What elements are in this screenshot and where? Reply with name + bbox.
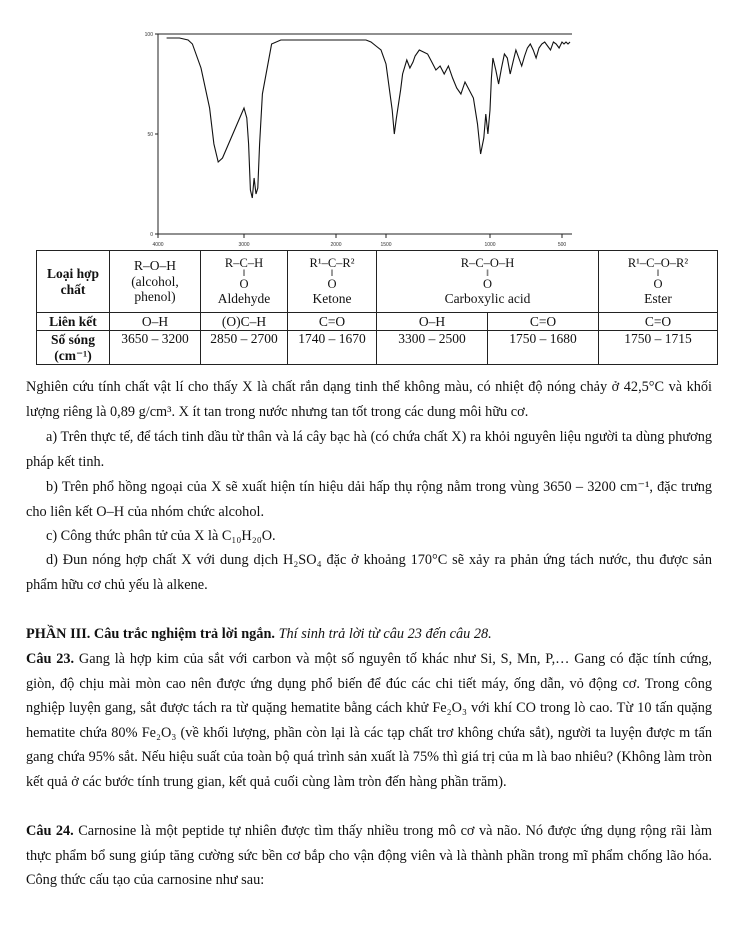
ester-cell: R¹–C–O–R² ‖ O Ester: [599, 251, 718, 313]
bond-cell: C=O: [288, 313, 377, 331]
aldehyde-oxygen: O: [239, 277, 249, 292]
wavenumber-label: Số sóng: [51, 331, 95, 347]
question-24-body: Carnosine là một peptide tự nhiên được tìm thấy nhiều trong mô cơ và não. Nó được ứng dụng rộng rãi làm thực phẩm bổ sung giúp tăng cường sức bền cơ bắp cho vận động viên và là thành phần trong mĩ phẩm chống lão hóa. Công thức cấu tạo của carnosine như sau:: [26, 823, 712, 888]
ir-absorption-table: [36, 250, 718, 365]
bond-cell: (O)C–H: [201, 313, 288, 331]
header-label: Loại hợp chất: [46, 265, 100, 297]
acid-name: Carboxylic acid: [444, 290, 531, 306]
carboxylic-acid-cell: R–C–O–H ‖ O Carboxylic acid: [377, 251, 599, 313]
ketone-oxygen: O: [327, 277, 337, 292]
acid-structure: R–C–O–H: [460, 255, 515, 270]
question-23-label: Câu 23.: [26, 651, 75, 667]
ketone-name: Ketone: [312, 290, 352, 306]
x-tick-label: 1500: [380, 242, 392, 248]
ester-structure: R¹–C–O–R²: [627, 255, 689, 270]
y-tick-label: 100: [144, 32, 153, 38]
ketone-cell: R¹–C–R² ‖ O Ketone: [288, 251, 377, 313]
compound-type-header: [37, 251, 110, 313]
ketone-structure: R¹–C–R²: [309, 255, 355, 270]
bond-cell: O–H: [110, 313, 201, 331]
wavenumber-unit: (cm⁻¹): [54, 347, 92, 363]
ir-spectrum-chart: [140, 28, 580, 248]
question-24-label: Câu 24.: [26, 823, 74, 839]
axis-frame: [158, 34, 572, 234]
wavenumber-cell: 1740 – 1670: [288, 331, 377, 365]
question-24: [26, 819, 712, 893]
ester-oxygen: O: [653, 277, 663, 292]
bond-cell: O–H: [377, 313, 488, 331]
x-tick-label: 500: [557, 242, 567, 248]
wavenumber-cell: 1750 – 1715: [599, 331, 718, 365]
y-tick-label: 50: [147, 132, 153, 138]
wavenumber-cell: 2850 – 2700: [201, 331, 288, 365]
ester-name: Ester: [644, 290, 672, 306]
statement-c: c) Công thức phân tử của X là C₁₀H₂₀O.: [46, 528, 276, 544]
bond-label: Liên kết: [37, 313, 110, 331]
part3-title: PHẦN III. Câu trắc nghiệm trả lời ngắn.: [26, 626, 275, 642]
wavenumber-cell: 3650 – 3200: [110, 331, 201, 365]
y-tick-label: 0: [150, 232, 153, 238]
spectrum-line: [167, 38, 570, 198]
chart-ticks: [145, 32, 567, 248]
alcohol-name: (alcohol, phenol): [131, 273, 179, 305]
bond-row: [37, 313, 718, 331]
x-tick-label: 2000: [330, 242, 342, 248]
aldehyde-name: Aldehyde: [217, 290, 271, 306]
chart-axes: [158, 34, 572, 234]
wavenumber-cell: 1750 – 1680: [488, 331, 599, 365]
question-23: [26, 647, 712, 794]
wavenumber-label-cell: [37, 331, 110, 365]
statement-b: b) Trên phổ hồng ngoại của X sẽ xuất hiện tín hiệu dải hấp thụ rộng nằm trong vùng 3650 – 3200 cm⁻¹, đặc trưng cho liên kết O–H của nhóm chức alcohol.: [26, 479, 712, 520]
alcohol-structure: R–O–H: [133, 258, 176, 274]
part3-heading: [26, 622, 712, 647]
part3-note: Thí sinh trả lời từ câu 23 đến câu 28.: [278, 626, 492, 642]
acid-oxygen: O: [482, 277, 493, 292]
statement-d: d) Đun nóng hợp chất X với dung dịch H₂SO₄ đặc ở khoảng 170°C sẽ xảy ra phản ứng tách nước, thu được sản phẩm hữu cơ chủ yếu là alkene.: [26, 552, 712, 593]
statement-a: a) Trên thực tế, để tách tinh dầu từ thân và lá cây bạc hà (có chứa chất X) ra khỏi nguyên liệu người ta dùng phương pháp kết tinh.: [26, 429, 712, 470]
alcohol-cell: [110, 251, 201, 313]
bond-cell: C=O: [599, 313, 718, 331]
wavenumber-cell: 3300 – 2500: [377, 331, 488, 365]
intro-paragraph: Nghiên cứu tính chất vật lí cho thấy X là chất rắn dạng tinh thể không màu, có nhiệt độ nóng chảy ở 42,5°C và khối lượng riêng là 0,89 g/cm³. X ít tan trong nước nhưng tan tốt trong các dung môi hữu cơ.: [26, 379, 712, 420]
question-23-body: Gang là hợp kim của sắt với carbon và một số nguyên tố khác như Si, S, Mn, P,… Gang có đặc tính cứng, giòn, độ chịu mài mòn cao nên được ứng dụng phổ biến để đúc các chi tiết máy, ống dẫn, vỏ động cơ. Trong công nghiệp luyện gang, sắt được tách ra từ quặng hematite bằng cách khử Fe₂O₃ với khí CO trong lò cao. Từ 10 tấn quặng hematite chứa 80% Fe₂O₃ (về khối lượng, phần còn lại là các tạp chất trơ không chứa sắt), người ta luyện được m tấn gang chứa 95% sắt. Nếu hiệu suất của toàn bộ quá trình sản xuất là 75% thì giá trị của m là bao nhiêu? (Không làm tròn kết quả ở các bước tính trung gian, kết quả cuối cùng làm tròn đến hàng phần trăm).: [26, 651, 712, 790]
wavenumber-row: [37, 331, 718, 365]
x-tick-label: 3000: [238, 242, 250, 248]
bond-cell: C=O: [488, 313, 599, 331]
x-tick-label: 4000: [152, 242, 164, 248]
aldehyde-cell: R–C–H ‖ O Aldehyde: [201, 251, 288, 313]
x-tick-label: 1000: [484, 242, 496, 248]
aldehyde-structure: R–C–H: [224, 255, 264, 270]
